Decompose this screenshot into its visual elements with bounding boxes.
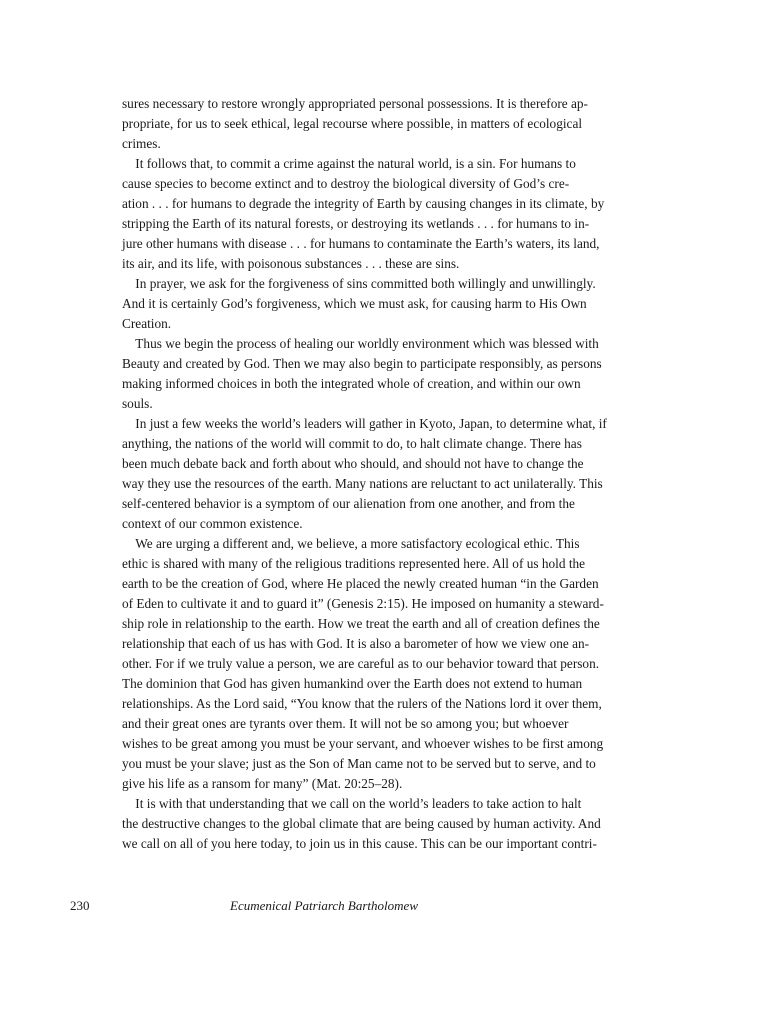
page-number: 230 bbox=[70, 898, 90, 913]
paragraph: Thus we begin the process of healing our worldly environment which was blessed with Beauty and created by God. Then we may also begin to participate responsibly, as persons making informed choices in both the integrated whole of creation, and within our own souls. bbox=[122, 336, 602, 411]
paragraph: It follows that, to commit a crime against the natural world, is a sin. For humans to cause species to become extinct and to destroy the biological diversity of God’s cre- ation . . . for humans to degrade the integrity of Earth by causing changes in its climate, by stripping the Earth of its natural forests, or destroying its wetlands . . . for humans to in- jure other humans with disease . . . for humans to contaminate the Earth’s waters, its land, its air, and its life, with poisonous substances . . . these are sins. bbox=[122, 156, 605, 271]
paragraph: sures necessary to restore wrongly appropriated personal possessions. It is therefore ap- propriate, for us to seek ethical, legal recourse where possible, in matters of ecological crimes. bbox=[122, 96, 588, 151]
paragraph: In prayer, we ask for the forgiveness of sins committed both willingly and unwillingly. And it is certainly God’s forgiveness, which we must ask, for causing harm to His Own Creation. bbox=[122, 276, 596, 331]
paragraph: We are urging a different and, we believe, a more satisfactory ecological ethic. This ethic is shared with many of the religious traditions represented here. All of us hold the earth to be the creation of God, where He placed the newly created human “in the Garden of Eden to cultivate it and to guard it” (Genesis 2:15). He imposed on humanity a steward- ship role in relationship to the earth. How we treat the earth and all of creation defines the relationship that each of us has with God. It is also a barometer of how we view one an- other. For if we truly value a person, we are careful as to our behavior toward that person. The dominion that God has given humankind over the Earth does not extend to human relationships. As the Lord said, “You know that the rulers of the Nations lord it over them, and their great ones are tyrants over them. It will not be so among you; but whoever wishes to be great among you must be your servant, and whoever wishes to be first among you must be your slave; just as the Son of Man came not to be served but to serve, and to give his life as a ransom for many” (Mat. 20:25–28). bbox=[122, 536, 604, 791]
paragraph: It is with that understanding that we call on the world’s leaders to take action to halt the destructive changes to the global climate that are being caused by human activity. And we call on all of you here today, to join us in this cause. This can be our important contri- bbox=[122, 796, 601, 851]
body-text bbox=[122, 94, 636, 854]
paragraph: In just a few weeks the world’s leaders will gather in Kyoto, Japan, to determine what, if anything, the nations of the world will commit to do, to halt climate change. There has been much debate back and forth about who should, and should not have to change the way they use the resources of the earth. Many nations are reluctant to act unilaterally. This self-centered behavior is a symptom of our alienation from one another, and from the context of our common existence. bbox=[122, 416, 607, 531]
running-title: Ecumenical Patriarch Bartholomew bbox=[230, 898, 418, 913]
